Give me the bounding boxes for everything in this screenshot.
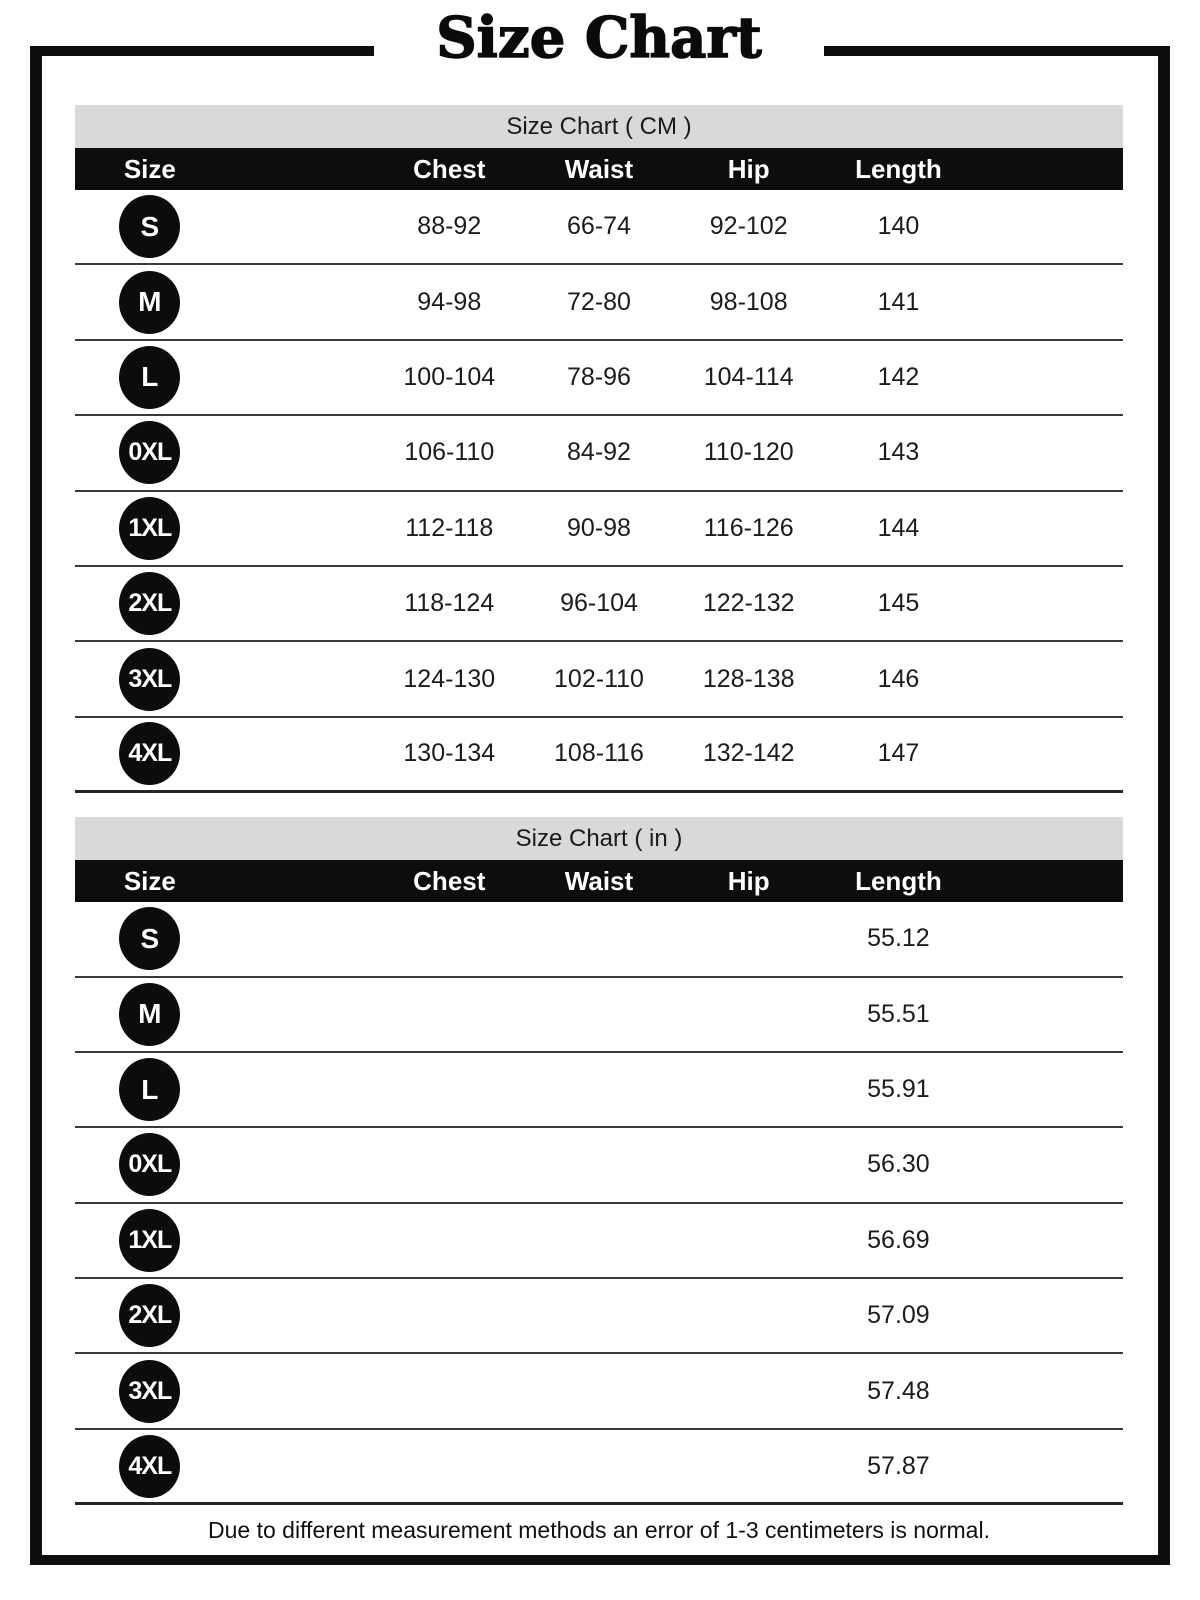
size-badge: M [119, 983, 180, 1046]
size-badge: 3XL [119, 648, 180, 711]
title-banner [374, 0, 824, 92]
measurement-disclaimer: Due to different measurement methods an error of 1-3 centimeters is normal. [208, 1516, 990, 1543]
size-cell [75, 271, 225, 334]
chest-value: 94-98 [417, 287, 482, 316]
table-header-in [75, 860, 1123, 902]
table-row [75, 265, 1123, 340]
size-chart-content [75, 105, 1123, 1555]
hip-value: 122-132 [702, 589, 795, 618]
table-row [75, 1279, 1123, 1354]
table-row [75, 1053, 1123, 1128]
table-body-in [75, 902, 1123, 1505]
table-row [75, 190, 1123, 265]
size-badge: S [119, 907, 180, 970]
table-row [75, 416, 1123, 491]
size-badge: 3XL [119, 1360, 180, 1423]
column-header-size: Size [123, 153, 176, 184]
column-header-chest: Chest [413, 865, 486, 896]
size-cell [75, 421, 225, 484]
length-value: 144 [877, 513, 920, 542]
size-cell [75, 907, 225, 970]
size-cell [75, 1360, 225, 1423]
length-value: 147 [877, 739, 920, 768]
length-value: 57.48 [867, 1376, 930, 1405]
size-cell [75, 1435, 225, 1498]
table-title-in: Size Chart ( in ) [75, 817, 1123, 860]
size-table-cm [75, 105, 1123, 793]
table-row [75, 642, 1123, 717]
chest-value: 106-110 [404, 438, 495, 467]
waist-value: 108-116 [554, 739, 644, 768]
size-badge: 1XL [119, 497, 180, 560]
size-cell [75, 648, 225, 711]
waist-value: 84-92 [567, 438, 631, 467]
size-badge: M [119, 271, 180, 334]
length-value: 143 [877, 438, 920, 467]
waist-value: 102-110 [554, 664, 644, 693]
size-badge: 1XL [119, 1209, 180, 1272]
waist-value: 72-80 [567, 287, 631, 316]
table-row [75, 1354, 1123, 1429]
size-table-in [75, 817, 1123, 1505]
size-cell [75, 497, 225, 560]
waist-value: 78-96 [567, 362, 631, 391]
table-title-cm: Size Chart ( CM ) [75, 105, 1123, 148]
waist-value: 90-98 [567, 513, 631, 542]
column-header-size: Size [123, 865, 176, 896]
size-cell [75, 572, 225, 635]
size-cell [75, 722, 225, 785]
size-badge: L [119, 1058, 180, 1121]
size-cell [75, 346, 225, 409]
chest-value: 88-92 [417, 212, 482, 241]
column-header-hip: Hip [727, 865, 770, 896]
size-badge: 2XL [119, 572, 180, 635]
column-header-length: Length [855, 153, 942, 184]
table-row [75, 718, 1123, 793]
hip-value: 132-142 [702, 739, 795, 768]
length-value: 57.09 [867, 1301, 930, 1330]
table-row [75, 1204, 1123, 1279]
table-row [75, 1128, 1123, 1203]
size-badge: 0XL [119, 421, 180, 484]
size-cell [75, 983, 225, 1046]
length-value: 56.30 [867, 1150, 930, 1179]
table-body-cm [75, 190, 1123, 793]
size-badge: S [119, 195, 180, 258]
size-badge: 2XL [119, 1284, 180, 1347]
chest-value: 100-104 [403, 362, 496, 391]
table-row [75, 567, 1123, 642]
column-header-length: Length [855, 865, 942, 896]
page-title: Size Chart [436, 5, 762, 71]
length-value: 55.12 [867, 924, 930, 953]
table-row [75, 341, 1123, 416]
table-row [75, 1430, 1123, 1505]
table-header-cm [75, 148, 1123, 190]
size-cell [75, 1284, 225, 1347]
table-row [75, 492, 1123, 567]
hip-value: 116-126 [703, 513, 794, 542]
table-row [75, 978, 1123, 1053]
length-value: 56.69 [867, 1225, 930, 1254]
length-value: 141 [877, 287, 920, 316]
length-value: 57.87 [867, 1451, 930, 1480]
column-header-chest: Chest [413, 153, 486, 184]
size-cell [75, 195, 225, 258]
length-value: 146 [877, 664, 920, 693]
chest-value: 118-124 [404, 589, 495, 618]
chest-value: 112-118 [405, 513, 494, 542]
waist-value: 66-74 [567, 212, 631, 241]
length-value: 145 [877, 589, 920, 618]
size-cell [75, 1058, 225, 1121]
size-badge: L [119, 346, 180, 409]
hip-value: 104-114 [703, 362, 794, 391]
length-value: 55.51 [867, 999, 930, 1028]
size-badge: 0XL [119, 1133, 180, 1196]
column-header-hip: Hip [727, 153, 770, 184]
column-header-waist: Waist [564, 153, 634, 184]
hip-value: 110-120 [703, 438, 794, 467]
length-value: 55.91 [867, 1075, 930, 1104]
chest-value: 124-130 [403, 664, 496, 693]
chest-value: 130-134 [403, 739, 496, 768]
size-badge: 4XL [119, 722, 180, 785]
table-row [75, 902, 1123, 977]
column-header-waist: Waist [564, 865, 634, 896]
length-value: 140 [877, 212, 920, 241]
size-cell [75, 1133, 225, 1196]
hip-value: 98-108 [709, 287, 788, 316]
waist-value: 96-104 [560, 589, 638, 618]
hip-value: 92-102 [709, 212, 788, 241]
size-badge: 4XL [119, 1435, 180, 1498]
size-cell [75, 1209, 225, 1272]
length-value: 142 [877, 362, 920, 391]
hip-value: 128-138 [702, 664, 795, 693]
table-gap [75, 793, 1123, 817]
